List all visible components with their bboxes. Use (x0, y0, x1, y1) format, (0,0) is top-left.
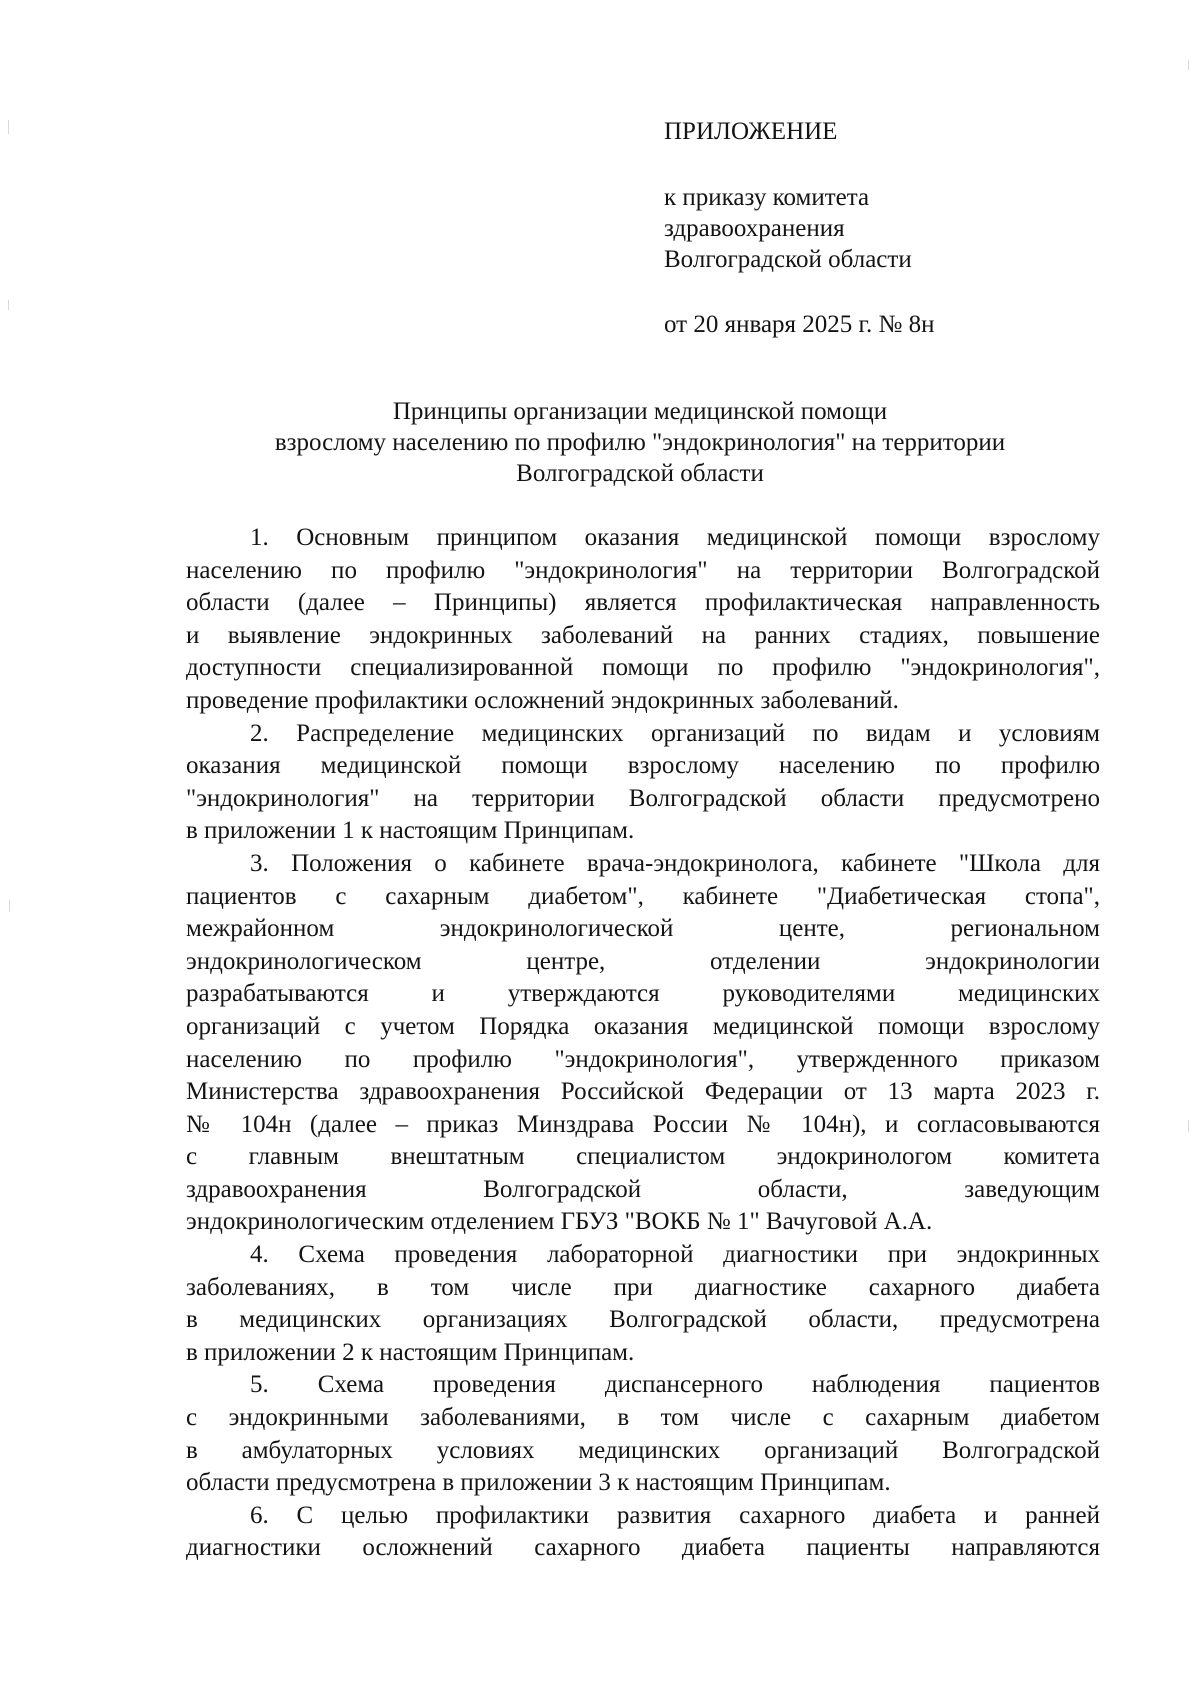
text-line: разрабатываются и утверждаются руководителями медицинских (186, 980, 1100, 1008)
text-line: доступности специализированной помощи по профилю "эндокринология", (186, 654, 1100, 682)
text-line: в приложении 1 к настоящим Принципам. (186, 817, 635, 845)
text-line: с эндокринными заболеваниями, в том числе с сахарным диабетом (186, 1404, 1100, 1432)
paragraph-4 (186, 1239, 1100, 1369)
text-line: "эндокринология" на территории Волгоградской области предусмотрено (186, 784, 1100, 812)
paragraph-3 (186, 848, 1100, 1239)
text-line: межрайонном эндокринологической центе, региональном (186, 915, 1100, 943)
text-line: населению по профилю "эндокринология", утвержденного приказом (186, 1045, 1100, 1073)
document-title-line: Принципы организации медицинской помощи (392, 398, 888, 425)
paragraph-2 (186, 718, 1100, 848)
paragraph-5 (186, 1369, 1100, 1499)
order-reference (664, 182, 912, 275)
document-title (180, 396, 1100, 489)
order-reference-line: здравоохранения (664, 215, 845, 242)
scan-speck (9, 900, 10, 912)
order-date: от 20 января 2025 г. № 8н (664, 311, 935, 338)
text-line: населению по профилю "эндокринология" на территории Волгоградской (186, 556, 1100, 584)
order-reference-line: к приказу комитета (664, 184, 870, 211)
text-line: в медицинских организациях Волгоградской области, предусмотрена (186, 1306, 1100, 1334)
text-line: в приложении 2 к настоящим Принципам. (186, 1338, 635, 1366)
paragraph-1 (186, 522, 1100, 718)
scan-speck (8, 300, 9, 310)
text-line: эндокринологическим отделением ГБУЗ "ВОКБ № 1" Вачуговой А.А. (186, 1208, 933, 1236)
scan-speck (1188, 60, 1189, 70)
text-line: 3. Положения о кабинете врача-эндокринолога, кабинете "Школа для (250, 849, 1100, 877)
text-line: в амбулаторных условиях медицинских организаций Волгоградской (186, 1436, 1100, 1464)
text-line: 4. Схема проведения лабораторной диагностики при эндокринных (250, 1241, 1100, 1269)
text-line: 1. Основным принципом оказания медицинской помощи взрослому (250, 524, 1100, 551)
text-line: 5. Схема проведения диспансерного наблюдения пациентов (250, 1371, 1100, 1399)
text-line: эндокринологическом центре, отделении эндокринологии (186, 947, 1100, 975)
scan-speck (1188, 1120, 1189, 1132)
paragraph-6 (186, 1500, 1100, 1565)
text-line: диагностики осложнений сахарного диабета пациенты направляются (186, 1534, 1100, 1562)
scan-speck (8, 120, 9, 134)
text-line: здравоохранения Волгоградской области, заведующим (186, 1175, 1100, 1203)
text-line: пациентов с сахарным диабетом", кабинете "Диабетическая стопа", (186, 882, 1100, 910)
text-line: оказания медицинской помощи взрослому населению по профилю (186, 752, 1100, 780)
order-reference-line: Волгоградской области (664, 246, 912, 273)
text-line: заболеваниях, в том числе при диагностике сахарного диабета (186, 1273, 1100, 1301)
document-body (186, 522, 1100, 1565)
text-line: 6. С целью профилактики развития сахарного диабета и ранней (250, 1501, 1100, 1529)
text-line: Министерства здравоохранения Российской Федерации от 13 марта 2023 г. (186, 1078, 1100, 1106)
text-line: области (далее – Принципы) является профилактическая направленность (186, 589, 1100, 617)
text-line: и выявление эндокринных заболеваний на ранних стадиях, повышение (186, 621, 1100, 649)
document-title-line: Волгоградской области (516, 460, 764, 487)
text-line: организаций с учетом Порядка оказания медицинской помощи взрослому (186, 1012, 1100, 1040)
text-line: области предусмотрена в приложении 3 к настоящим Принципам. (186, 1469, 891, 1497)
text-line: 2. Распределение медицинских организаций по видам и условиям (250, 719, 1100, 747)
document-title-line: взрослому населению по профилю "эндокринология" на территории (274, 429, 1006, 456)
text-line: проведение профилактики осложнений эндокринных заболеваний. (186, 686, 899, 714)
text-line: с главным внештатным специалистом эндокринологом комитета (186, 1143, 1100, 1171)
appendix-heading: ПРИЛОЖЕНИЕ (664, 118, 838, 145)
text-line: № 104н (далее – приказ Минздрава России № 104н), и согласовываются (186, 1110, 1100, 1138)
